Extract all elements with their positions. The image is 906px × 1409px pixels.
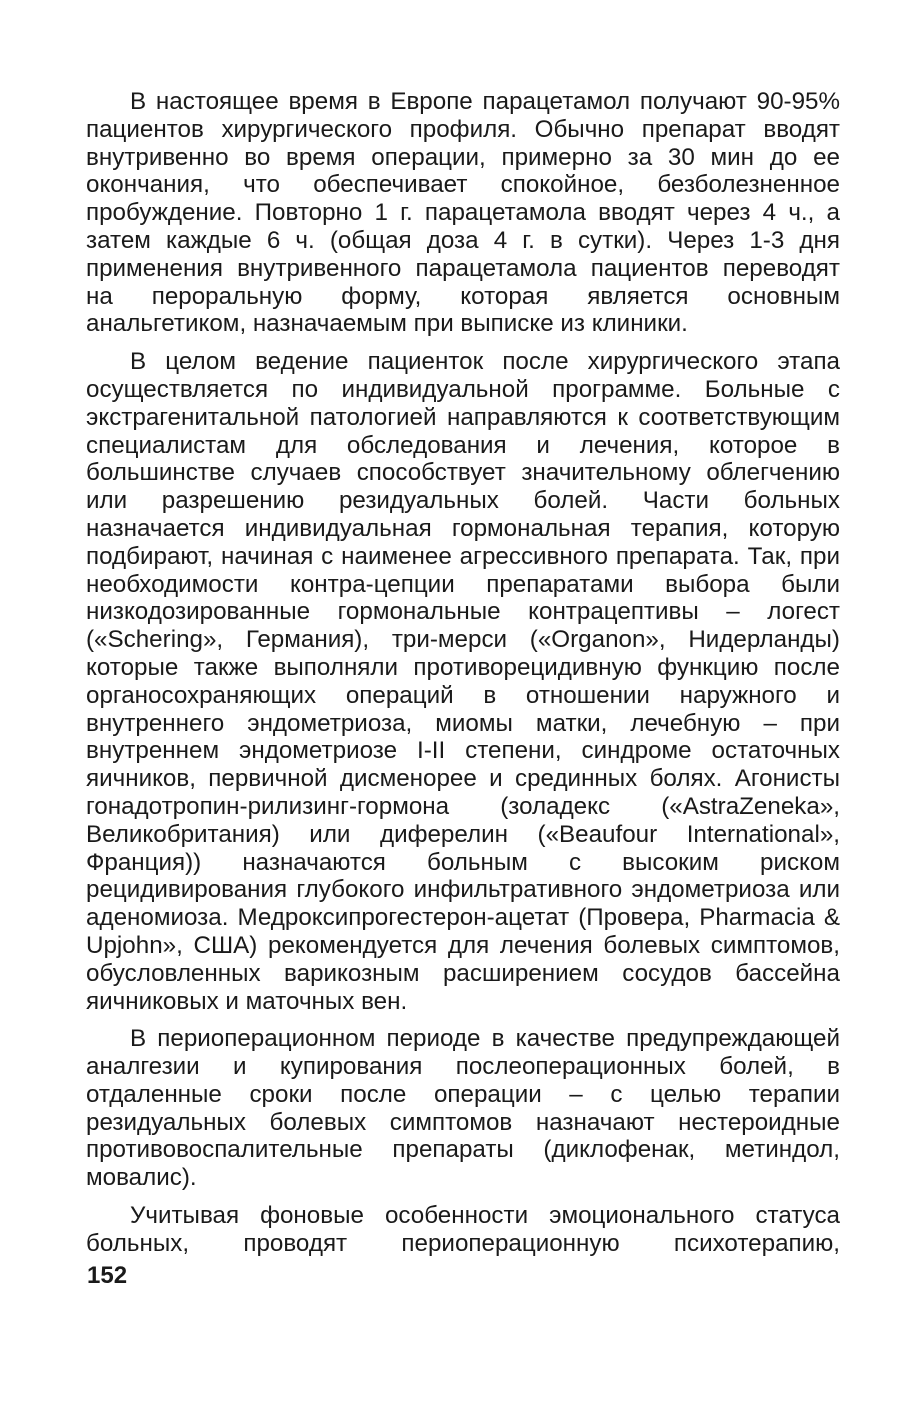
paragraph-paracetamol: В настоящее время в Европе парацетамол получают 90-95% пациентов хирургического профиля. Обычно препарат вводят внутривенно во время операции, примерно за 30 мин до ее окончания, что обеспечивает спокойное, безболезненное пробуждение. Повторно 1 г. парацетамола вводят через 4 ч., а затем каждые 6 ч. (общая доза 4 г. в сутки). Через 1-3 дня применения внутривенного парацетамола пациентов переводят на пероральную форму, которая является основным анальгетиком, назначаемым при выписке из клиники. xyxy=(86,88,840,338)
paragraph-psychotherapy: Учитывая фоновые особенности эмоционального статуса больных, проводят периоперационную психотерапию, xyxy=(86,1202,840,1257)
paragraph-individual-program: В целом ведение пациенток после хирургического этапа осуществляется по индивидуальной программе. Больные с экстрагенитальной патологией направляются к соответствующим специалистам для обследования и лечения, которое в большинстве случаев способствует значительному облегчению или разрешению резидуальных болей. Части больных назначается индивидуальная гормональная терапия, которую подбирают, начиная с наименее агрессивного препарата. Так, при необходимости контра-цепции препаратами выбора были низкодозированные гормональные контрацептивы – логест («Schering», Германия), три-мерси («Organon», Нидерланды) которые также выполняли противорецидивную функцию после органосохраняющих операций в отношении наружного и внутреннего эндометриоза, миомы матки, лечебную – при внутреннем эндометриозе I-II степени, синдроме остаточных яичников, первичной дисменорее и срединных болях. Агонисты гонадотропин-рилизинг-гормона (золадекс («AstraZeneka», Великобритания) или диферелин («Beaufour International», Франция)) назначаются больным с высоким риском рецидивирования глубокого инфильтративного эндометриоза или аденомиоза. Медроксипрогестерон-ацетат (Провера, Pharmacia & Upjohn», США) рекомендуется для лечения болевых симптомов, обусловленных варикозным расширением сосудов бассейна яичниковых и маточных вен. xyxy=(86,348,840,1015)
paragraph-nsaids: В периоперационном периоде в качестве предупреждающей аналгезии и купирования послеоперационных болей, в отдаленные сроки после операции – с целью терапии резидуальных болевых симптомов назначают нестероидные противовоспалительные препараты (диклофенак, метиндол, мовалис). xyxy=(86,1025,840,1192)
page-number: 152 xyxy=(87,1262,128,1289)
page-body xyxy=(86,88,840,1268)
